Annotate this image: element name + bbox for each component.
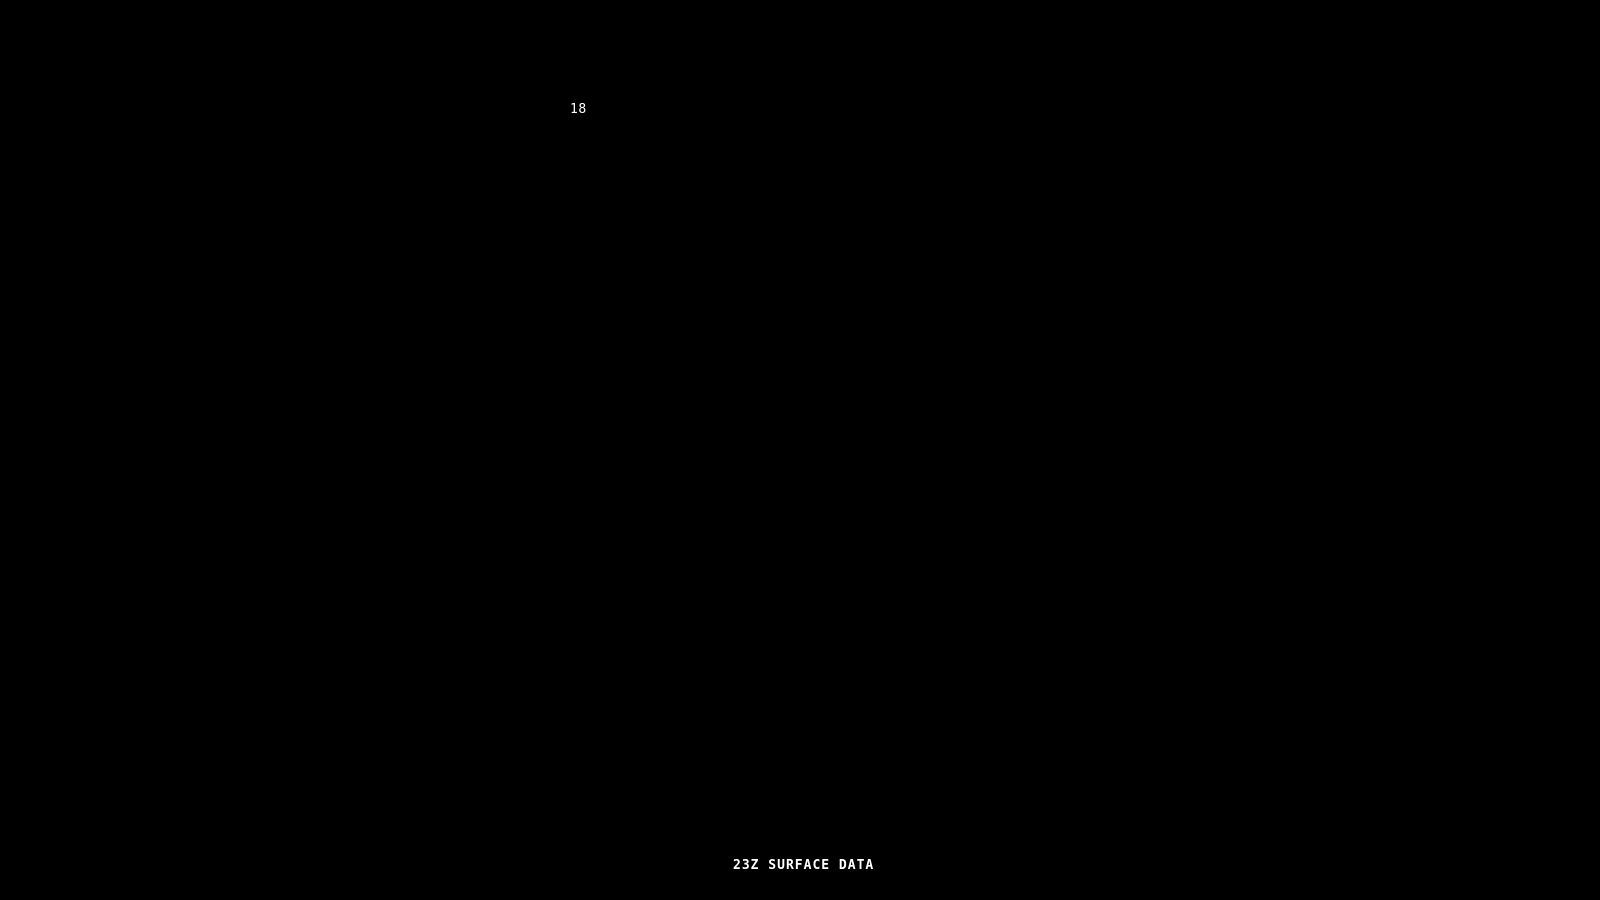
- map-title-label: 23Z SURFACE DATA: [733, 858, 875, 873]
- station-observation-temperature: 18: [570, 102, 587, 117]
